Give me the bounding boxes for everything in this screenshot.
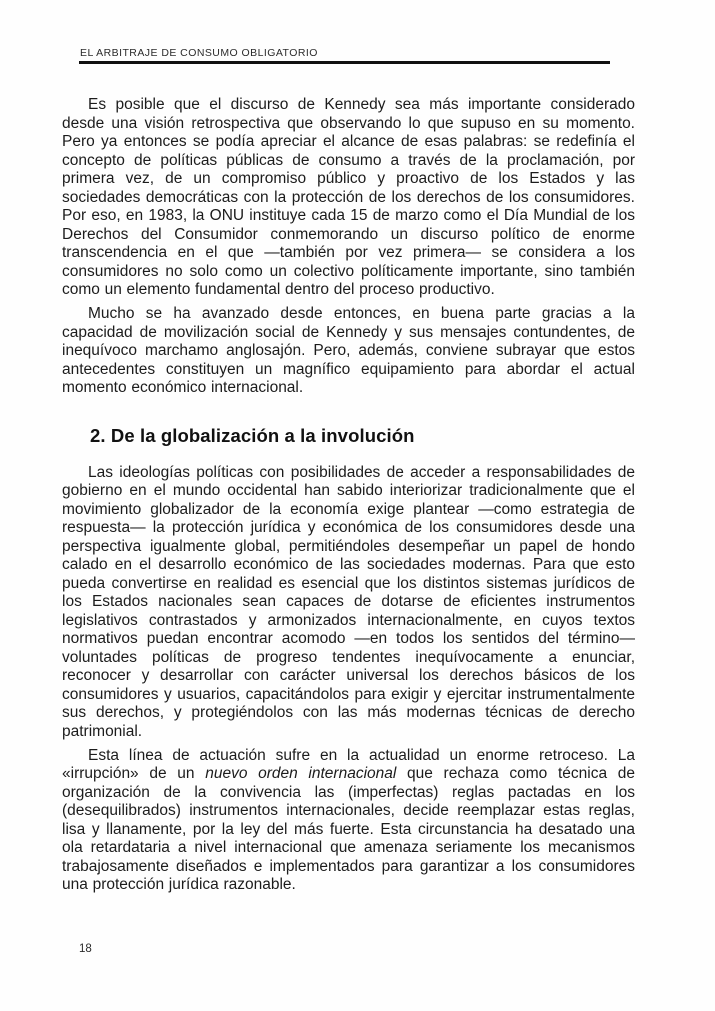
page-number: 18 (79, 943, 92, 955)
paragraph-new-order-text-start: Esta línea de actuación sufre en la actualidad un enorme retroceso. La «irrupción» de un (62, 746, 635, 782)
paragraph-globalization: Las ideologías políticas con posibilidades de acceder a responsabilidades de gobierno en el mundo occidental han sabido interiorizar tradicionalmente que el movimiento globalizador de la economía exige plantear —como estrategia de respuesta— la protección jurídica y económica de los consumidores desde una perspectiva igualmente global, permitiéndoles desempeñar un papel de hondo calado en el desarrollo económico de las sociedades modernas. Para que esto pueda convertirse en realidad es esencial que los distintos sistemas jurídicos de los Estados nacionales sean capaces de dotarse de eficientes instrumentos legislativos contrastados y armonizados internacionalmente, en cuyos textos normativos puedan encontrar acomodo —en todos los sentidos del término— voluntades políticas de progreso tendentes inequívocamente a enunciar, reconocer y desarrollar con carácter universal los derechos básicos de los consumidores y usuarios, capacitándolos para exigir y ejercitar instrumentalmente sus derechos, y protegiéndolos con las más modernas técnicas de derecho patrimonial. (62, 463, 635, 740)
running-header-title: EL ARBITRAJE DE CONSUMO OBLIGATORIO (80, 47, 318, 59)
paragraph-new-order (62, 747, 635, 895)
section-heading: 2. De la globalización a la involución (90, 424, 415, 446)
paragraph-new-order-text-end: que rechaza como técnica de organización de la convivencia las (imperfectas) reglas pactadas en los (desequilibrados) instrumentos internacionales, decide reemplazar estas reglas, lisa y llanamente, por la ley del más fuerte. Esta circunstancia ha desatado una ola retardataria a nivel internacional que amenaza seriamente los mecanismos trabajosamente diseñados e implementados para garantizar a los consumidores una protección jurídica razonable. (62, 765, 635, 893)
page-body (62, 96, 635, 900)
paragraph-new-order-italic-phrase: nuevo orden internacional (205, 765, 397, 782)
header-rule (79, 61, 610, 64)
paragraph-kennedy-speech: Es posible que el discurso de Kennedy sea más importante considerado desde una visión retrospectiva que observando lo que supuso en su momento. Pero ya entonces se podía apreciar el alcance de esas palabras: se redefinía el concepto de políticas públicas de consumo a través de la proclamación, por primera vez, de un compromiso público y proactivo de los Estados y las sociedades democráticas con la protección de los derechos de los consumidores. Por eso, en 1983, la ONU instituye cada 15 de marzo como el Día Mundial de los Derechos del Consumidor conmemorando un discurso político de enorme transcendencia en el que —también por vez primera— se considera a los consumidores no solo como un colectivo políticamente importante, sino también como un elemento fundamental dentro del proceso productivo. (62, 96, 635, 298)
paragraph-progress-since: Mucho se ha avanzado desde entonces, en buena parte gracias a la capacidad de movilización social de Kennedy y sus mensajes contundentes, de inequívoco marchamo anglosajón. Pero, además, conviene subrayar que estos antecedentes constituyen un magnífico equipamiento para abordar el actual momento económico internacional. (62, 305, 635, 396)
